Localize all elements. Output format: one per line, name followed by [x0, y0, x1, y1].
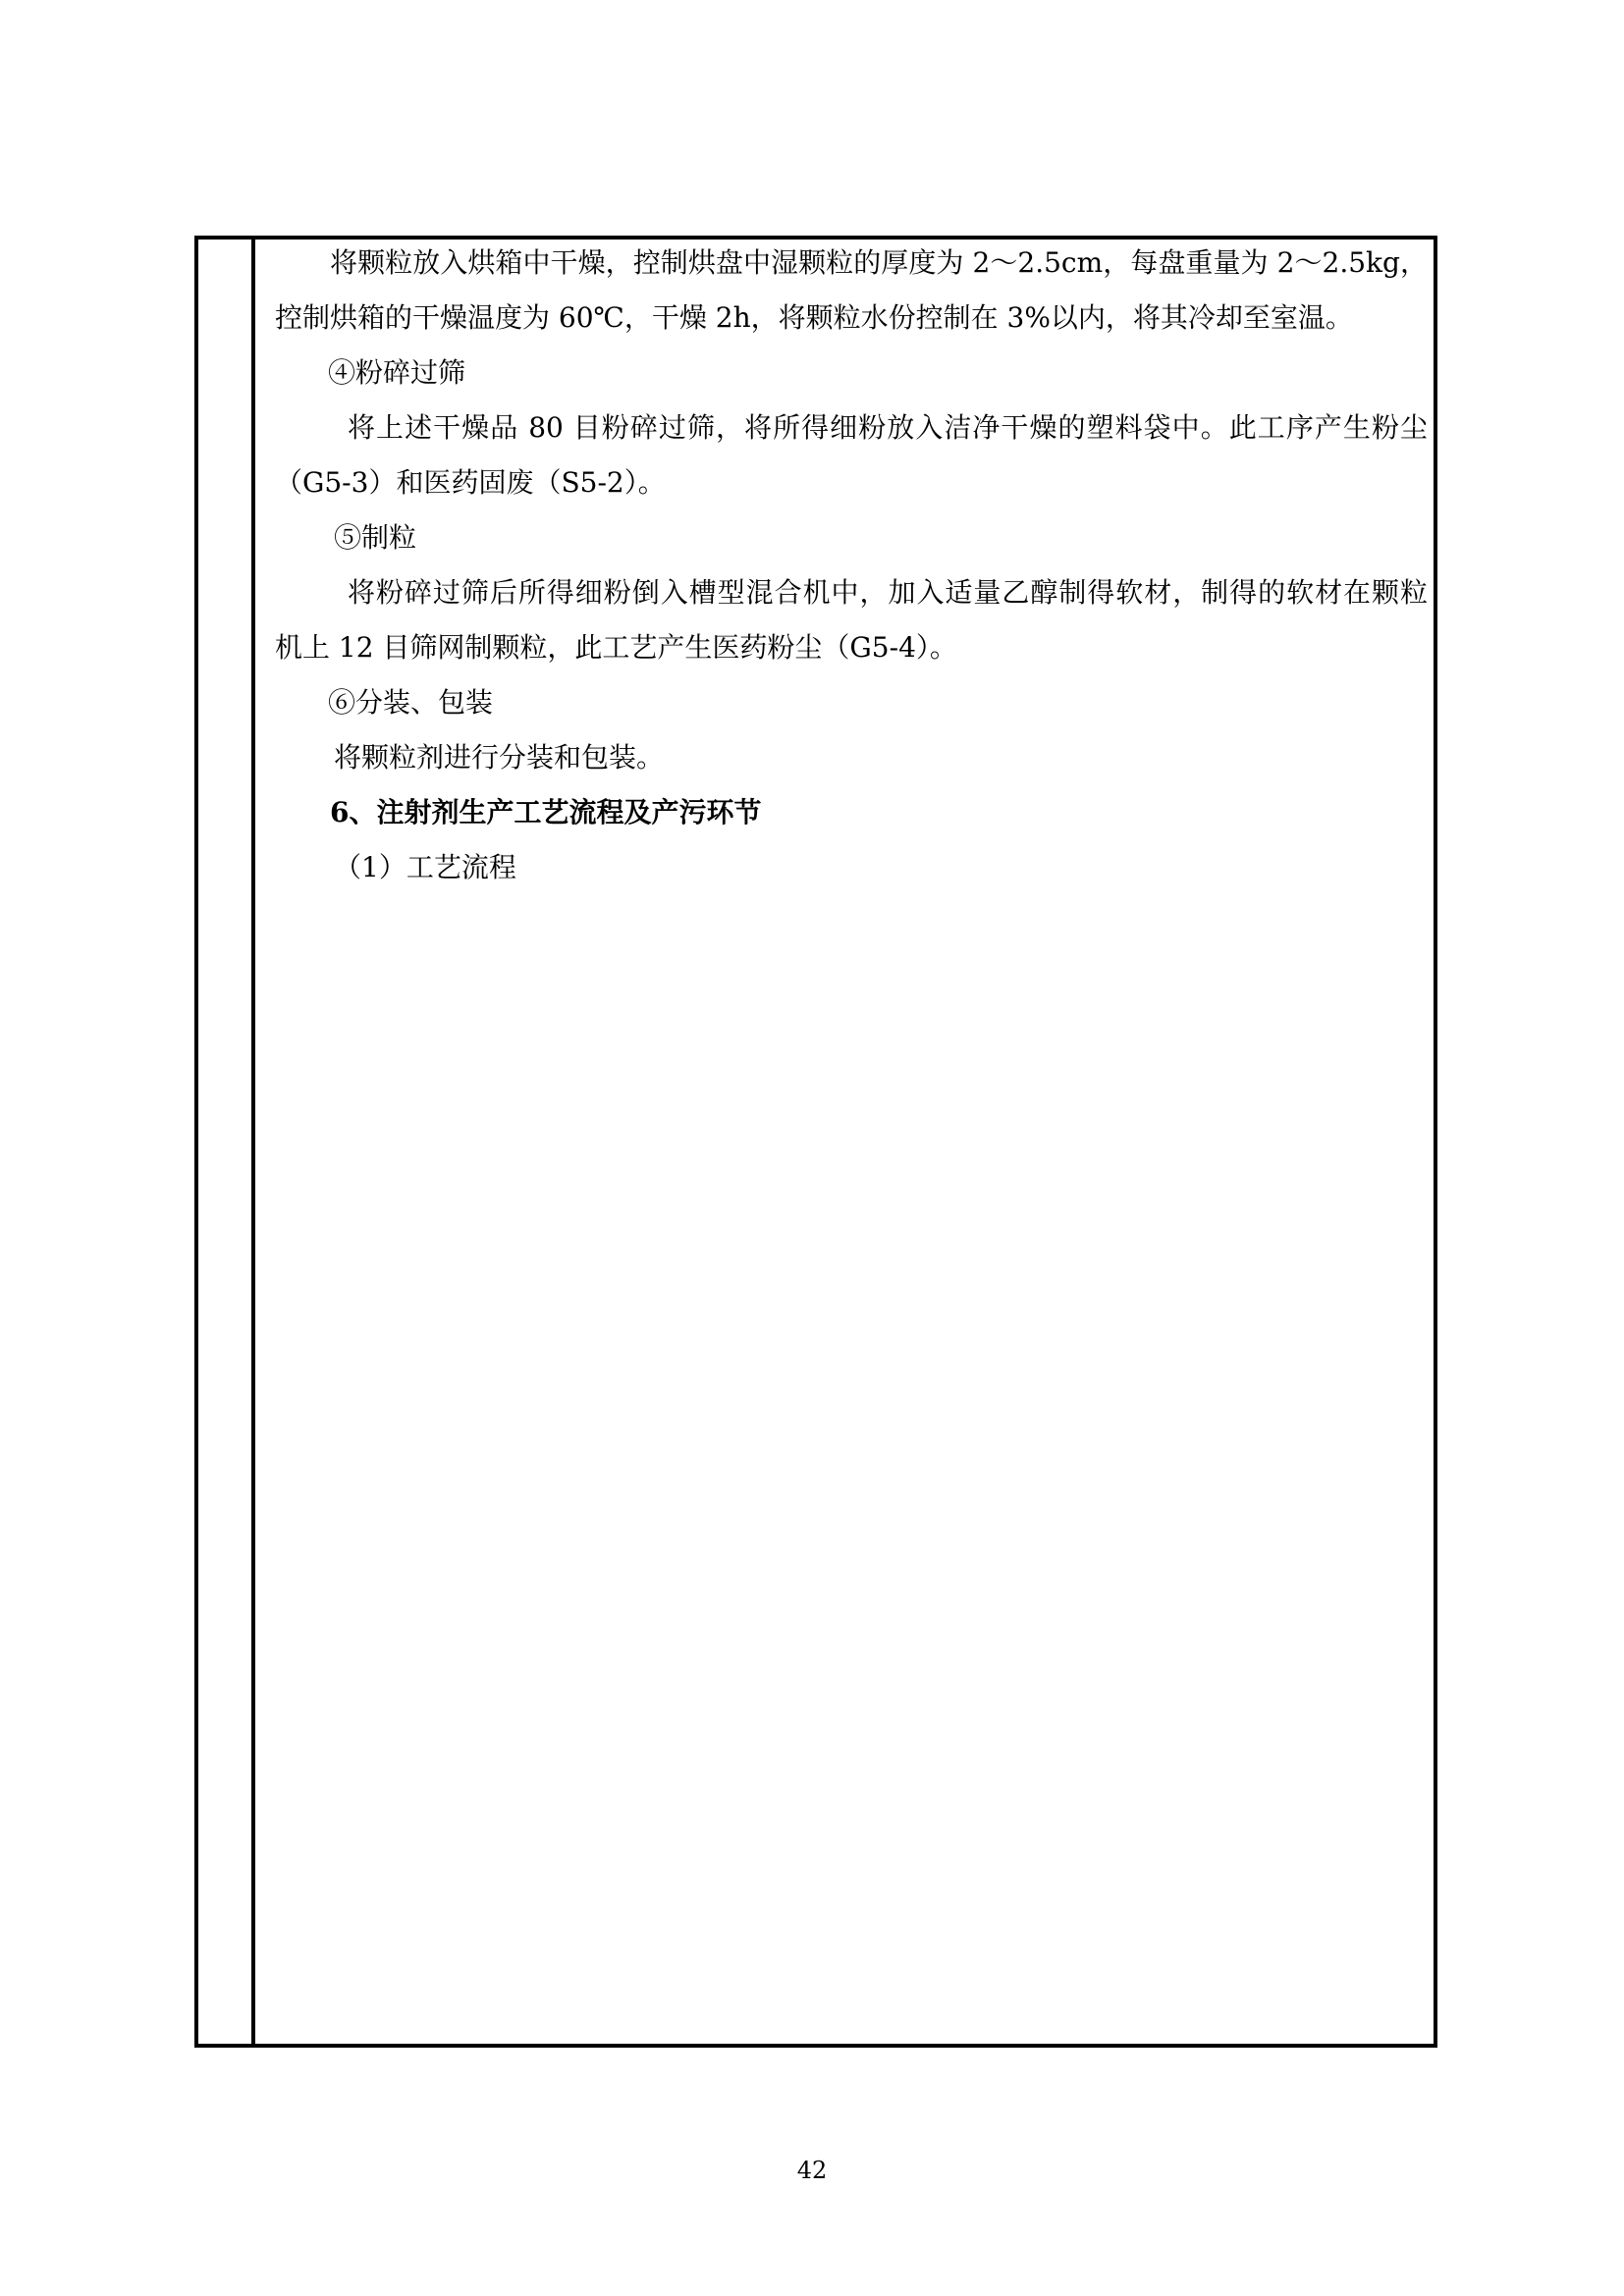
page-number: 42: [796, 2157, 828, 2184]
paragraph-crush-line-1: 将上述干燥品 80 目粉碎过筛，将所得细粉放入洁净干燥的塑料袋中。此工序产生粉尘: [348, 411, 1428, 444]
paragraph-granulate-line-1: 将粉碎过筛后所得细粉倒入槽型混合机中，加入适量乙醇制得软材，制得的软材在颗粒: [348, 576, 1428, 609]
step-packaging-heading: ⑥分装、包装: [328, 686, 494, 719]
paragraph-packaging: 将颗粒剂进行分装和包装。: [334, 741, 665, 774]
paragraph-granulate-line-2: 机上 12 目筛网制颗粒，此工艺产生医药粉尘（G5-4）。: [275, 631, 957, 664]
paragraph-drying-line-1: 将颗粒放入烘箱中干燥，控制烘盘中湿颗粒的厚度为 2～2.5cm，每盘重量为 2～2.5kg，: [330, 246, 1428, 279]
document-table-frame: [194, 236, 1437, 2048]
step-crush-sieve-heading: ④粉碎过筛: [328, 356, 466, 389]
section-heading-injection: 6、注射剂生产工艺流程及产污环节: [330, 796, 762, 828]
paragraph-crush-line-2: （G5-3）和医药固废（S5-2）。: [275, 466, 666, 499]
table-left-column: [198, 240, 255, 2044]
subsection-heading-process-flow: （1）工艺流程: [334, 851, 516, 883]
step-granulate-heading: ⑤制粒: [334, 521, 417, 554]
paragraph-drying-line-2: 控制烘箱的干燥温度为 60℃，干燥 2h，将颗粒水份控制在 3%以内，将其冷却至室温。: [275, 301, 1353, 334]
